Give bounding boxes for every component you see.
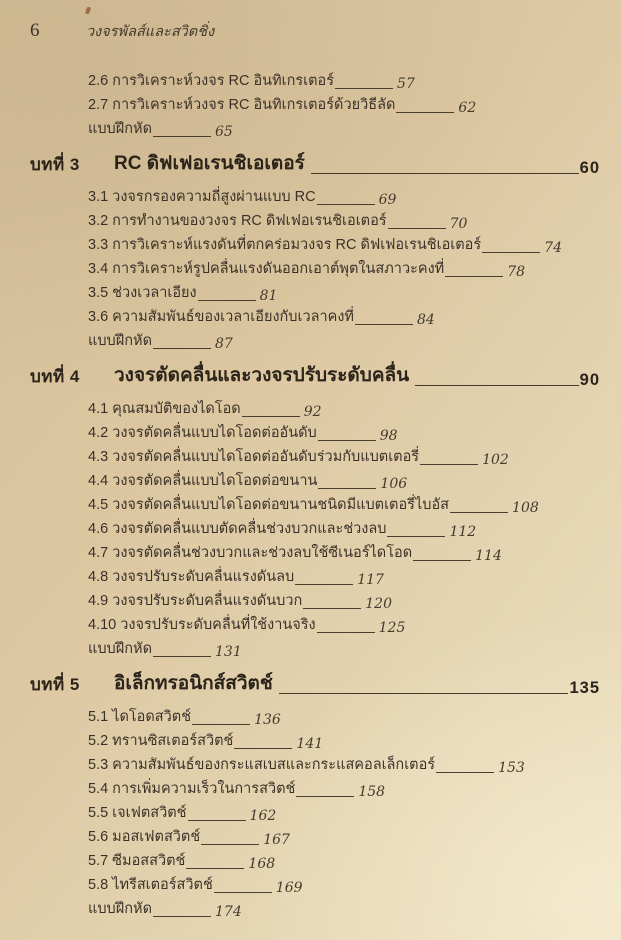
leader-line <box>296 796 354 797</box>
toc-entry-row <box>88 184 600 208</box>
leader-line <box>396 112 454 113</box>
toc-entry-page-number: 70 <box>449 216 468 232</box>
leader-line <box>420 464 478 465</box>
leader-line <box>198 300 256 301</box>
toc-entry-page-number: 92 <box>303 404 322 420</box>
leader-line <box>335 88 393 89</box>
toc-entry-row <box>88 516 600 540</box>
toc-entry-title: 5.7 ซีมอสสวิตช์ <box>88 853 186 869</box>
leader-line <box>387 536 445 537</box>
leader-line <box>234 748 292 749</box>
toc-entry-page-number: 112 <box>449 524 477 540</box>
leader-line <box>318 488 376 489</box>
leader-line <box>192 724 250 725</box>
toc-entry-title: 3.6 ความสัมพันธ์ของเวลาเอียงกับเวลาคงที่ <box>88 309 354 325</box>
chapter-heading-row <box>30 362 600 390</box>
leader-line <box>303 608 361 609</box>
toc-entry-page-number: 120 <box>365 596 392 612</box>
toc-entry-title: 5.1 ไดโอดสวิตช์ <box>88 709 192 725</box>
toc-section <box>30 362 600 660</box>
toc-entry-row <box>88 420 600 444</box>
toc-entry-title: 2.6 การวิเคราะห์วงจร RC อินทิเกรเตอร์ <box>88 73 335 89</box>
toc-entry-row <box>88 396 600 420</box>
chapter-page-number: 135 <box>569 679 600 697</box>
page-number: 6 <box>30 20 40 41</box>
toc-entry-row <box>88 800 600 824</box>
toc-entry-page-number: 81 <box>259 288 278 304</box>
toc-entry-title: 4.1 คุณสมบัติของไดโอด <box>88 401 241 417</box>
toc-entry-row <box>88 588 600 612</box>
leader-line <box>450 512 508 513</box>
toc-entry-page-number: 102 <box>482 452 509 468</box>
table-of-contents <box>30 68 600 920</box>
toc-entry-title: 3.4 การวิเคราะห์รูปคลื่นแรงดันออกเอาต์พุตในสภาวะคงที่ <box>88 261 445 277</box>
toc-entry-title: 3.5 ช่วงเวลาเอียง <box>88 285 197 301</box>
toc-entry-title: 4.2 วงจรตัดคลื่นแบบไดโอดต่ออันดับ <box>88 425 317 441</box>
leader-line <box>415 385 578 386</box>
toc-entry-page-number: 117 <box>357 572 384 588</box>
leader-line <box>153 916 211 917</box>
toc-entry-page-number: 169 <box>275 880 303 896</box>
toc-entry-title: 5.5 เจเฟตสวิตช์ <box>88 805 187 821</box>
leader-line <box>317 632 375 633</box>
toc-entry-page-number: 74 <box>544 240 562 256</box>
leader-line <box>201 844 259 845</box>
toc-entry-page-number: 114 <box>475 548 502 564</box>
toc-entry-row <box>88 280 600 304</box>
chapter-title: RC ดิฟเฟอเรนชิเอเตอร์ <box>114 153 305 174</box>
toc-entry-title: 5.2 ทรานซิสเตอร์สวิตช์ <box>88 733 234 749</box>
toc-entry-row <box>88 824 600 848</box>
toc-entry-title: 4.7 วงจรตัดคลื่นช่วงบวกและช่วงลบใช้ซีเนอร์ไดโอด <box>88 545 413 561</box>
toc-entry-row <box>88 92 600 116</box>
toc-entry-row <box>88 232 600 256</box>
toc-entry-page-number: 167 <box>263 832 290 848</box>
leader-line <box>388 228 446 229</box>
toc-entry-page-number: 57 <box>397 76 415 92</box>
toc-entry-page-number: 168 <box>248 856 276 872</box>
toc-entry-page-number: 153 <box>498 760 525 776</box>
leader-line <box>436 772 494 773</box>
toc-entry-title: 4.5 วงจรตัดคลื่นแบบไดโอดต่อขนานชนิดมีแบตเตอรี่ไบอัส <box>88 497 450 513</box>
chapter-heading-row <box>30 150 600 178</box>
chapter-title: วงจรตัดคลื่นและวงจรปรับระดับคลื่น <box>114 365 410 386</box>
toc-entry-page-number: 62 <box>458 100 477 116</box>
toc-entry-title: 4.10 วงจรปรับระดับคลื่นที่ใช้งานจริง <box>88 617 316 633</box>
toc-entry-page-number: 65 <box>215 124 233 140</box>
toc-entry-row <box>88 612 600 636</box>
toc-entry-row <box>88 540 600 564</box>
toc-entry-title: 5.4 การเพิ่มความเร็วในการสวิตช์ <box>88 781 296 797</box>
chapter-label: บทที่ 3 <box>30 155 80 174</box>
leader-line <box>318 440 376 441</box>
toc-entry-page-number: 106 <box>380 476 408 492</box>
paper-speck <box>85 7 91 15</box>
toc-section <box>30 670 600 920</box>
toc-entry-title: 4.4 วงจรตัดคลื่นแบบไดโอดต่อขนาน <box>88 473 318 489</box>
toc-entry-row <box>88 116 600 140</box>
toc-entry-page-number: 141 <box>296 736 324 752</box>
toc-entry-title: 4.6 วงจรตัดคลื่นแบบตัดคลื่นช่วงบวกและช่วงลบ <box>88 521 387 537</box>
toc-entry-row <box>88 256 600 280</box>
toc-entry-page-number: 78 <box>507 264 526 280</box>
toc-entry-row <box>88 704 600 728</box>
toc-entry-page-number: 174 <box>215 904 242 920</box>
leader-line <box>311 173 579 174</box>
toc-section <box>30 68 600 140</box>
leader-line <box>242 416 300 417</box>
leader-line <box>295 584 353 585</box>
toc-entry-title: 5.3 ความสัมพันธ์ของกระแสเบสและกระแสคอลเล็กเตอร์ <box>88 757 436 773</box>
toc-entry-title: แบบฝึกหัด <box>88 901 153 917</box>
toc-entry-row <box>88 896 600 920</box>
chapter-page-number: 60 <box>579 159 600 177</box>
toc-entry-page-number: 131 <box>215 644 242 660</box>
toc-entry-page-number: 69 <box>378 192 397 208</box>
toc-section <box>30 150 600 352</box>
toc-entry-page-number: 87 <box>215 336 233 352</box>
chapter-title: อิเล็กทรอนิกส์สวิตช์ <box>114 673 273 694</box>
leader-line <box>317 204 375 205</box>
chapter-label: บทที่ 5 <box>30 675 80 694</box>
leader-line <box>153 656 211 657</box>
chapter-heading-row <box>30 670 600 698</box>
toc-entry-row <box>88 872 600 896</box>
toc-entry-row <box>88 304 600 328</box>
toc-entry-title: 3.2 การทำงานของวงจร RC ดิฟเฟอเรนชิเอเตอร์ <box>88 213 387 229</box>
toc-entry-page-number: 98 <box>379 428 398 444</box>
toc-entry-row <box>88 492 600 516</box>
toc-entry-page-number: 136 <box>254 712 281 728</box>
leader-line <box>153 348 211 349</box>
toc-entry-title: แบบฝึกหัด <box>88 641 153 657</box>
toc-entry-title: 2.7 การวิเคราะห์วงจร RC อินทิเกรเตอร์ด้วยวิธีลัด <box>88 97 396 113</box>
leader-line <box>279 693 569 694</box>
leader-line <box>355 324 413 325</box>
toc-entry-row <box>88 444 600 468</box>
chapter-label: บทที่ 4 <box>30 367 80 386</box>
toc-entry-title: 4.3 วงจรตัดคลื่นแบบไดโอดต่ออันดับร่วมกับแบตเตอรี่ <box>88 449 420 465</box>
toc-entry-title: แบบฝึกหัด <box>88 333 153 349</box>
chapter-page-number: 90 <box>579 371 600 389</box>
leader-line <box>153 136 211 137</box>
toc-entry-row <box>88 636 600 660</box>
leader-line <box>413 560 471 561</box>
toc-entry-title: แบบฝึกหัด <box>88 121 153 137</box>
toc-entry-row <box>88 752 600 776</box>
leader-line <box>214 892 272 893</box>
running-header <box>30 20 600 46</box>
toc-entry-title: 4.9 วงจรปรับระดับคลื่นแรงดันบวก <box>88 593 303 609</box>
toc-entry-row <box>88 776 600 800</box>
leader-line <box>445 276 503 277</box>
toc-entry-title: 3.1 วงจรกรองความถี่สูงผ่านแบบ RC <box>88 189 316 205</box>
toc-entry-row <box>88 208 600 232</box>
toc-entry-row <box>88 564 600 588</box>
toc-entry-page-number: 158 <box>358 784 386 800</box>
toc-entry-row <box>88 848 600 872</box>
running-title: วงจรพัลส์และสวิตชิ่ง <box>86 24 215 40</box>
toc-entry-page-number: 125 <box>378 620 406 636</box>
leader-line <box>188 820 246 821</box>
toc-entry-page-number: 84 <box>416 312 435 328</box>
toc-entry-title: 5.8 ไทรีสเตอร์สวิตช์ <box>88 877 213 893</box>
toc-entry-title: 5.6 มอสเฟตสวิตช์ <box>88 829 201 845</box>
toc-entry-title: 4.8 วงจรปรับระดับคลื่นแรงดันลบ <box>88 569 295 585</box>
toc-entry-row <box>88 728 600 752</box>
toc-entry-row <box>88 68 600 92</box>
toc-entry-row <box>88 328 600 352</box>
toc-entry-title: 3.3 การวิเคราะห์แรงดันที่ตกคร่อมวงจร RC ดิฟเฟอเรนชิเอเตอร์ <box>88 237 482 253</box>
toc-entry-row <box>88 468 600 492</box>
toc-entry-page-number: 162 <box>249 808 277 824</box>
leader-line <box>482 252 540 253</box>
leader-line <box>186 868 244 869</box>
toc-entry-page-number: 108 <box>512 500 539 516</box>
